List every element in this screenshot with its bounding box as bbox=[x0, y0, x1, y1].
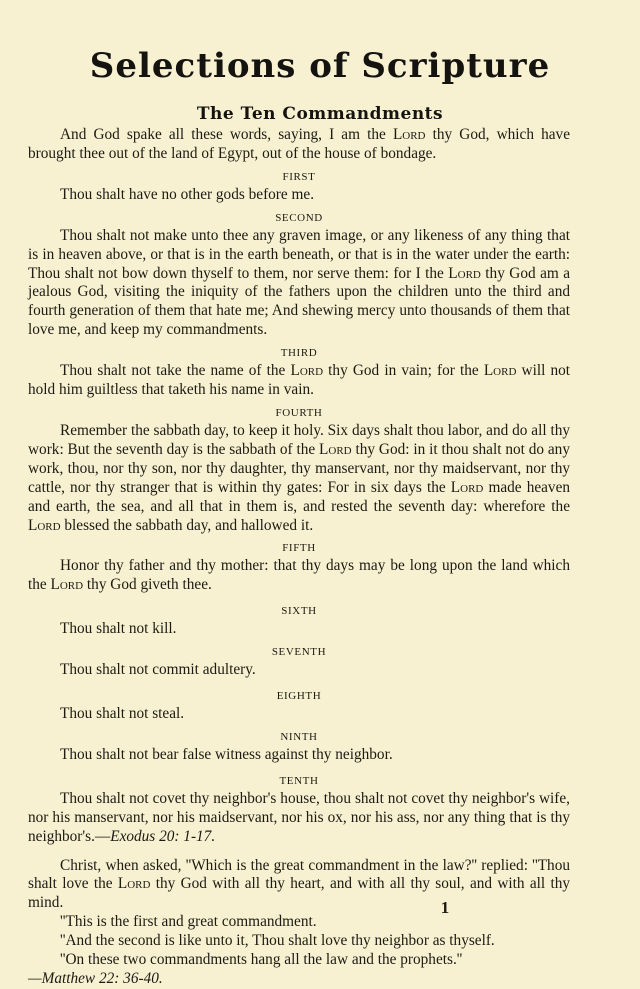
section-subtitle: The Ten Commandments bbox=[196, 104, 444, 124]
heading-fifth: FIFTH bbox=[282, 542, 316, 555]
great-commandment-paragraph: Christ, when asked, ''Which is the great commandment in the law?'' replied: ''Thou shalt love the Lord thy God with all thy heart, and with all thy soul, and with all thy mind. bbox=[28, 856, 570, 912]
heading-seventh: SEVENTH bbox=[271, 646, 327, 659]
scripture-body bbox=[28, 126, 570, 989]
commandment-eighth: Thou shalt not steal. bbox=[60, 705, 185, 723]
heading-first: FIRST bbox=[282, 170, 316, 183]
page-title: Selections of Scripture bbox=[89, 46, 551, 86]
citation-exodus: Exodus 20: 1-17. bbox=[110, 827, 216, 845]
heading-ninth: NINTH bbox=[280, 730, 318, 743]
commandment-sixth: Thou shalt not kill. bbox=[60, 620, 177, 638]
great-commandment-line-3: ''And the second is like unto it, Thou shalt love thy neighbor as thyself. bbox=[60, 932, 495, 950]
citation-matthew: —Matthew 22: 36-40. bbox=[28, 970, 163, 987]
heading-fourth: FOURTH bbox=[275, 406, 323, 419]
heading-sixth: SIXTH bbox=[281, 605, 317, 618]
great-commandment-line-4: ''On these two commandments hang all the law and the prophets.'' bbox=[60, 951, 463, 969]
commandment-first: Thou shalt have no other gods before me. bbox=[60, 185, 315, 203]
great-commandment-line-2: ''This is the first and great commandment. bbox=[60, 913, 317, 931]
commandment-fifth: Honor thy father and thy mother: that thy days may be long upon the land which the Lord thy God giveth thee. bbox=[28, 557, 570, 594]
heading-second: SECOND bbox=[275, 211, 323, 224]
commandment-ninth: Thou shalt not bear false witness against thy neighbor. bbox=[60, 745, 393, 763]
commandment-second: Thou shalt not make unto thee any graven image, or any likeness of any thing that is in heaven above, or that is in the earth beneath, or that is in the water under the earth: Thou shalt not bow down thyself to them, nor serve them: for I the Lord thy God am a jealous God, visiting the iniquity of the fathers upon the children unto the third and fourth generation of them that hate me; And shewing mercy unto thousands of them that love me, and keep my commandments. bbox=[28, 226, 570, 339]
heading-tenth: TENTH bbox=[279, 774, 319, 787]
page-number: 1 bbox=[440, 898, 450, 917]
intro-paragraph: And God spake all these words, saying, I am the Lord thy God, which have brought thee out of the land of Egypt, out of the house of bondage. bbox=[28, 126, 570, 162]
commandment-third: Thou shalt not take the name of the Lord thy God in vain; for the Lord will not hold him guiltless that taketh his name in vain. bbox=[28, 362, 571, 399]
heading-third: THIRD bbox=[280, 347, 318, 360]
commandment-seventh: Thou shalt not commit adultery. bbox=[60, 661, 256, 679]
heading-eighth: EIGHTH bbox=[276, 690, 322, 703]
commandment-fourth: Remember the sabbath day, to keep it holy. Six days shalt thou labor, and do all thy work: But the seventh day is the sabbath of the Lord thy God: in it thou shalt not do any work, thou, nor thy son, nor thy daughter, thy manservant, nor thy maidservant, nor thy cattle, nor thy stranger that is within thy gates: For in six days the Lord made heaven and earth, the sea, and all that in them is, and rested the seventh day: wherefore the Lord blessed the sabbath day, and hallowed it. bbox=[28, 421, 571, 534]
commandment-tenth: Thou shalt not covet thy neighbor's house, thou shalt not covet thy neighbor's wife, nor his manservant, nor his maidservant, nor his ox, nor his ass, nor any thing that is thy neighbor's.—Exodus 20: 1-17. bbox=[28, 789, 570, 845]
